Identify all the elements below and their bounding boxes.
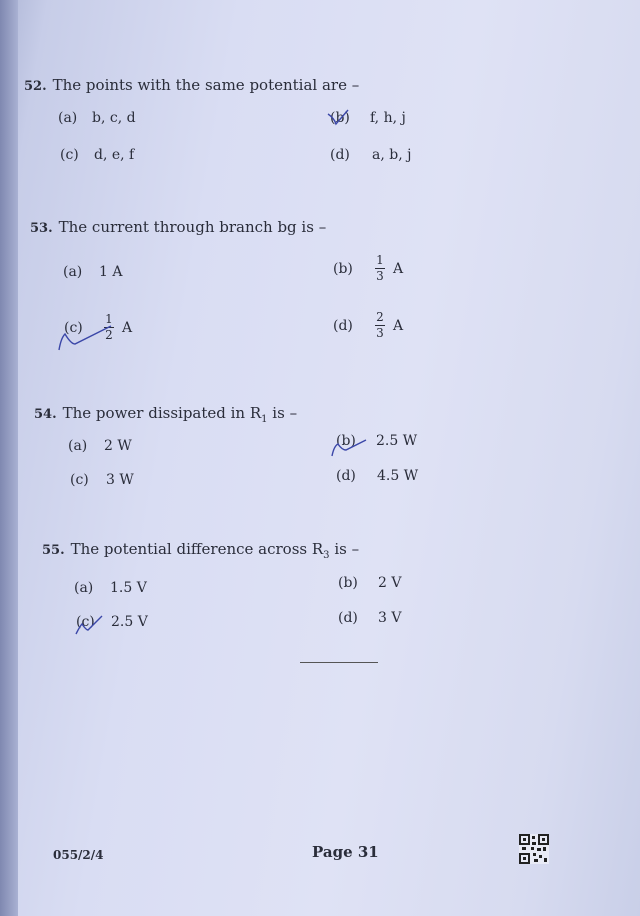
- option-c[interactable]: (c) d, e, f: [60, 147, 135, 163]
- question-52: [24, 76, 359, 94]
- option-a[interactable]: (a) b, c, d: [58, 110, 136, 126]
- option-c[interactable]: (c) $\frac{1}{2}$ A: [64, 312, 133, 342]
- option-c[interactable]: (c) 3 W: [70, 472, 134, 488]
- pen-tick-mark: [328, 432, 370, 460]
- paper-code: 055/2/4: [53, 848, 104, 862]
- page-number: Page 31: [312, 843, 379, 861]
- option-d[interactable]: (d) $\frac{2}{3}$ A: [333, 310, 404, 340]
- pen-tick-mark: [326, 108, 352, 128]
- pen-tick-mark: [72, 612, 106, 638]
- fraction: $\frac{1}{3}$: [376, 253, 384, 283]
- fraction: $\frac{1}{2}$: [105, 312, 113, 342]
- option-c[interactable]: (c) 2.5 V: [76, 614, 148, 630]
- option-a[interactable]: (a) 1 A: [63, 264, 123, 280]
- option-d[interactable]: (d) 3 V: [338, 610, 402, 626]
- option-b[interactable]: (b) 2.5 W: [336, 433, 418, 449]
- option-a[interactable]: (a) 2 W: [68, 438, 132, 454]
- fraction: $\frac{2}{3}$: [376, 310, 384, 340]
- option-d[interactable]: (d) a, b, j: [330, 147, 412, 163]
- question-title: 53. The current through branch bg is –: [30, 218, 327, 236]
- question-title: 55. The potential difference across $R_3$ is –: [42, 540, 360, 561]
- page-edge-shadow: [0, 0, 18, 916]
- question-53: [30, 218, 326, 236]
- question-55: [42, 540, 359, 561]
- option-b[interactable]: (b) 2 V: [338, 575, 402, 591]
- question-title: 52. The points with the same potential are –: [24, 76, 360, 94]
- option-b[interactable]: (b) $\frac{1}{3}$ A: [333, 253, 404, 283]
- option-b[interactable]: (b) f, h, j: [330, 110, 406, 126]
- pen-tick-mark: [55, 318, 115, 354]
- qr-code-icon: [519, 834, 549, 864]
- end-divider: [300, 662, 378, 663]
- question-54: [34, 404, 297, 425]
- option-a[interactable]: (a) 1.5 V: [74, 580, 147, 596]
- option-d[interactable]: (d) 4.5 W: [336, 468, 419, 484]
- question-title: 54. The power dissipated in $R_1$ is –: [34, 404, 298, 425]
